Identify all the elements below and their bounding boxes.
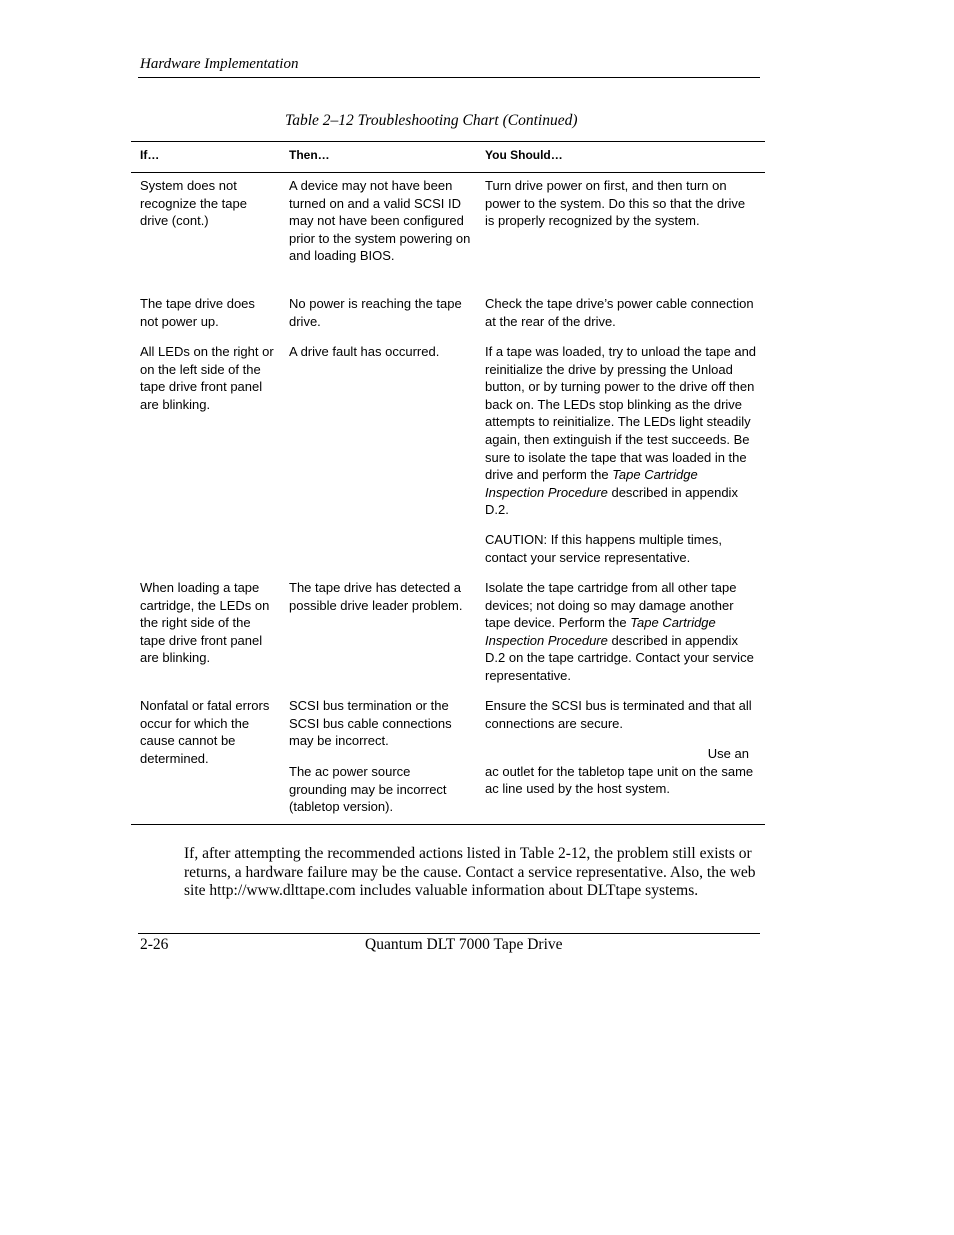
row4-should-text: Isolate the tape cartridge from all other tape devices; not doing so may damage another tape device. Perform the (485, 580, 737, 631)
page-number: 2-26 (140, 936, 169, 953)
row2-then: No power is reaching the tape drive. (289, 296, 462, 329)
column-header-then: Then… (289, 148, 330, 162)
row1-if: System does not recognize the tape drive (cont.) (140, 178, 247, 229)
running-header: Hardware Implementation (140, 56, 299, 72)
footer-rule (138, 933, 760, 934)
row5-if: Nonfatal or fatal errors occur for which the cause cannot be determined. (140, 698, 270, 766)
row5-should-2 (485, 745, 757, 798)
row3-should-text-end: described in appendix D.2. (485, 484, 738, 518)
row5-should-1: Ensure the SCSI bus is terminated and that all connections are secure. (485, 698, 752, 731)
row2-if: The tape drive does not power up. (140, 296, 255, 329)
row4-if: When loading a tape cartridge, the LEDs on the right side of the tape drive front panel are blinking. (140, 580, 270, 666)
row3-if: All LEDs on the right or on the left side of the tape drive front panel are blinking. (140, 344, 274, 412)
troubleshooting-table (131, 141, 765, 825)
row5-should-2-text: ac outlet for the tabletop tape unit on the same ac line used by the host system. (485, 763, 754, 797)
row4-should (485, 579, 757, 685)
row1-then: A device may not have been turned on and a valid SCSI ID may not have been configured prior to the system powering on and loading BIOS. (289, 178, 471, 264)
row2-should: Check the tape drive’s power cable connection at the rear of the drive. (485, 296, 754, 329)
row3-then: A drive fault has occurred. (289, 344, 440, 359)
row5-then-2: The ac power source grounding may be incorrect (tabletop version). (289, 764, 447, 815)
row5-then-1: SCSI bus termination or the SCSI bus cable connections may be incorrect. (289, 698, 452, 749)
column-header-if: If… (140, 148, 160, 162)
row3-caution: CAUTION: If this happens multiple times, contact your service representative. (485, 532, 722, 565)
column-header-you-should: You Should… (485, 148, 563, 162)
row4-then: The tape drive has detected a possible drive leader problem. (289, 580, 463, 613)
row3-procedure-reference: Tape Cartridge Inspection Procedure (485, 467, 698, 500)
row4-procedure-reference: Tape Cartridge Inspection Procedure (485, 615, 716, 648)
header-row-rule (131, 172, 765, 173)
row3-should (485, 343, 757, 519)
row3-should-text: If a tape was loaded, try to unload the tape and reinitialize the drive by pressing the Unload button, or by turning power to the drive off then back on. The LEDs stop blinking as the drive attempts to reinitialize. The LEDs light steadily again, then extinguish if the test succeeds. Be sure to isolate the tape that was loaded in the drive and perform the (485, 344, 757, 483)
row1-should: Turn drive power on first, and then turn on power to the system. Do this so that the drive is properly recognized by the system. (485, 178, 746, 229)
body-paragraph: If, after attempting the recommended actions listed in Table 2-12, the problem still exists or returns, a hardware failure may be the cause. Contact a service representative. Also, the web site http://www.dlttape.com includes valuable information about DLTtape systems. (184, 845, 756, 899)
header-rule (138, 77, 760, 78)
row5-should-2-lead: Use an (707, 746, 749, 761)
footer-title: Quantum DLT 7000 Tape Drive (365, 936, 563, 953)
table-caption: Table 2–12 Troubleshooting Chart (Continued) (285, 112, 578, 129)
row4-should-text-end: described in appendix D.2 on the tape cartridge. Contact your service representative. (485, 632, 754, 683)
